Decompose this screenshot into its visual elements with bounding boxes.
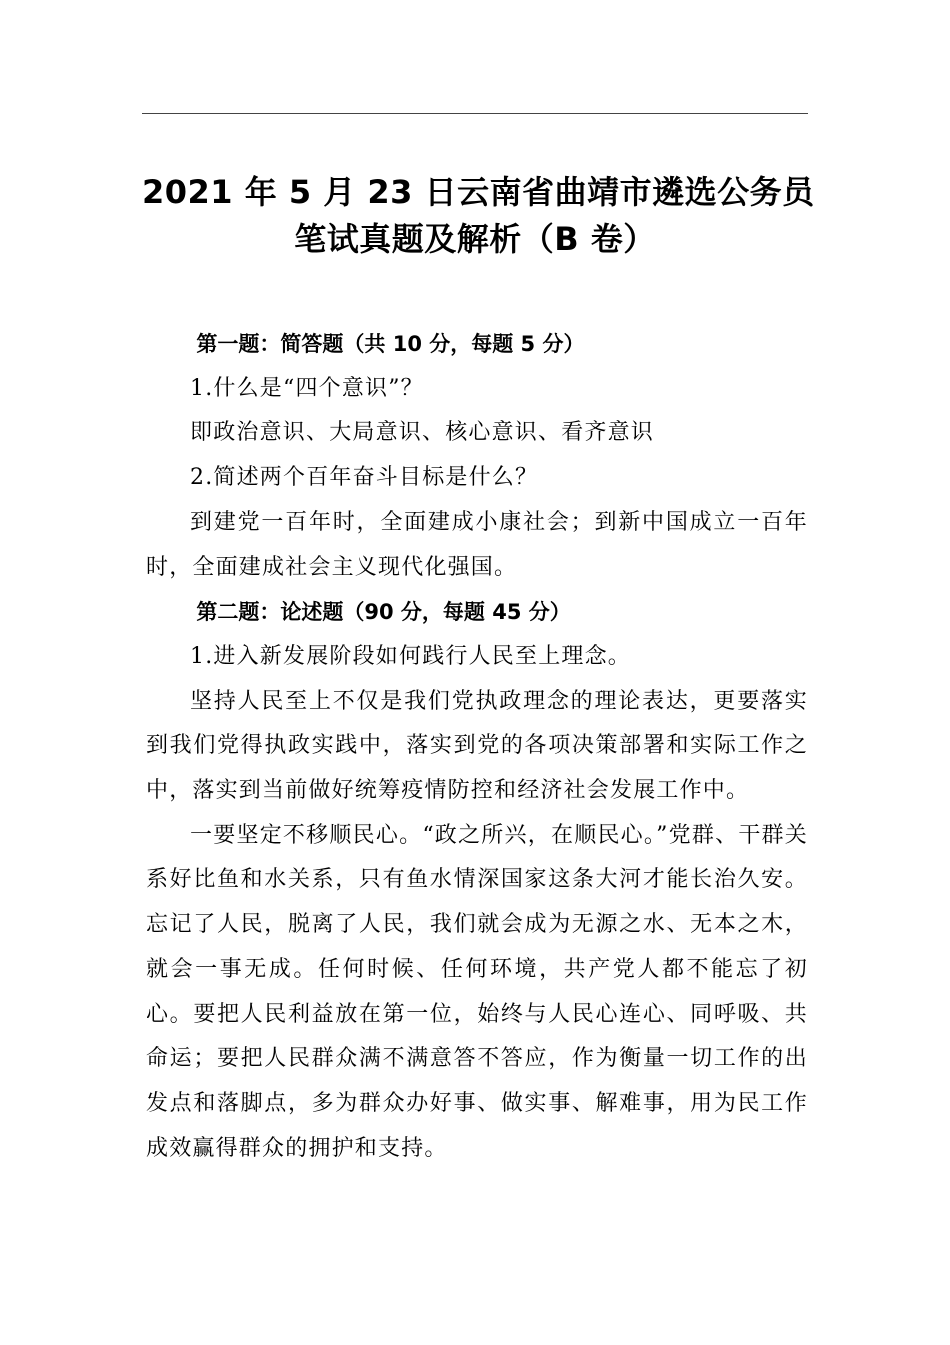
header-rule: [142, 113, 808, 114]
document-title-line-1: 2021 年 5 月 23 日云南省曲靖市遴选公务员: [142, 173, 815, 211]
answer-1-1: 即政治意识、大局意识、核心意识、看齐意识: [190, 420, 655, 446]
document-body: [146, 322, 808, 1171]
answer-2-1-paragraph-2: 一要坚定不移顺民心。“政之所兴，在顺民心。”党群、干群关系好比鱼和水关系，只有鱼水情深国家这条大河才能长治久安。忘记了人民，脱离了人民，我们就会成为无源之水、无本之木，就会一事无成。任何时候、任何环境，共产党人都不能忘了初心。要把人民利益放在第一位，始终与人民心连心、同呼吸、共命运；要把人民群众满不满意答不答应，作为衡量一切工作的出发点和落脚点，多为群众办好事、做实事、解难事，用为民工作成效赢得群众的拥护和支持。: [146, 822, 808, 1161]
question-1-2: 2.简述两个百年奋斗目标是什么？: [190, 465, 539, 491]
document-title-line-2: 笔试真题及解析（B 卷）: [294, 220, 656, 258]
question-2-1: 1.进入新发展阶段如何践行人民至上理念。: [190, 643, 631, 669]
section-heading-1: 第一题：简答题（共 10 分，每题 5 分）: [196, 332, 585, 356]
question-1-1: 1.什么是“四个意识”？: [190, 375, 424, 401]
answer-2-1-paragraph-1: 坚持人民至上不仅是我们党执政理念的理论表达，更要落实到我们党得执政实践中，落实到党的各项决策部署和实际工作之中，落实到当前做好统筹疫情防控和经济社会发展工作中。: [146, 688, 808, 804]
answer-1-2: 到建党一百年时，全面建成小康社会；到新中国成立一百年时，全面建成社会主义现代化强国。: [146, 509, 808, 580]
section-heading-2: 第二题：论述题（90 分，每题 45 分）: [196, 600, 571, 625]
